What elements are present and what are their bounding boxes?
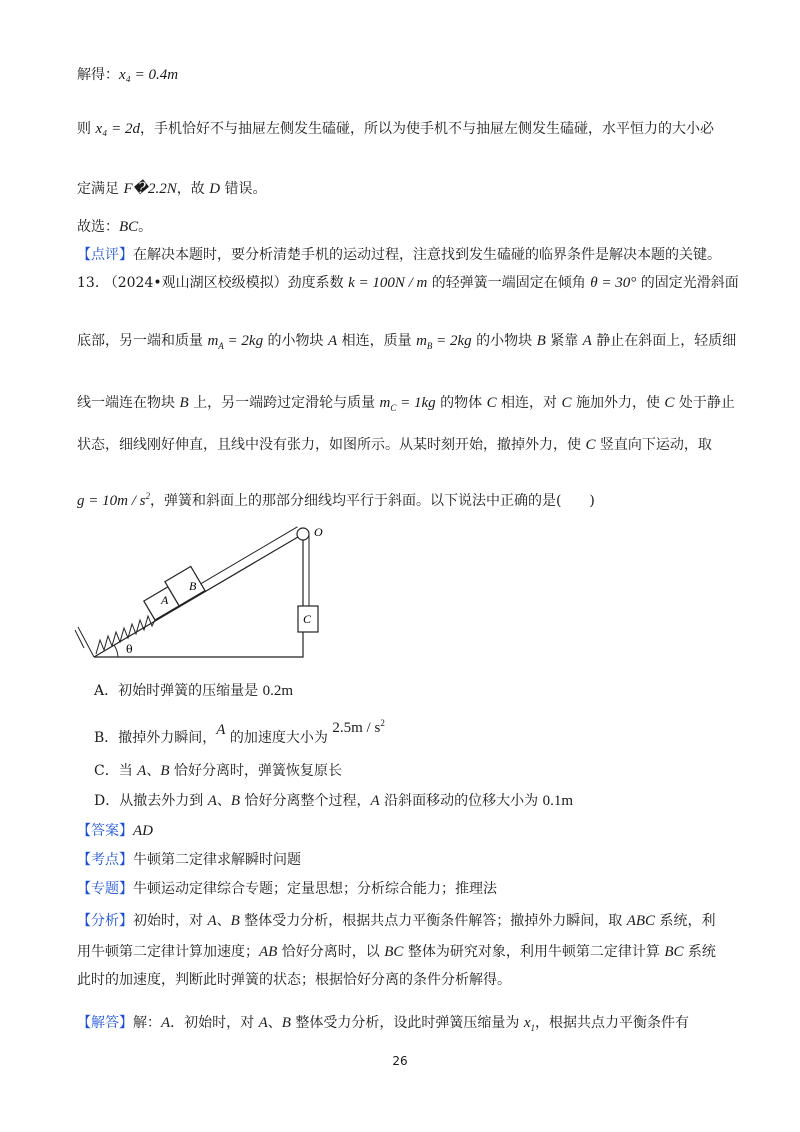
text: 的物体 [435,395,487,411]
label-theta: θ [126,643,133,656]
math: B [536,333,546,349]
text: 、 [216,793,231,809]
math: A [258,1015,268,1031]
text: 相连，对 [496,395,562,411]
question-line-2 [77,330,736,351]
question-line-1 [77,272,739,292]
text: ，手机恰好不与抽屉左侧发生磕碰，所以为使手机不与抽屉左侧发生磕碰，水平恒力的大小必 [139,121,714,137]
text: ．初始时，对 [170,1015,259,1031]
solution-line-d [77,118,714,138]
math: C [664,395,675,411]
text: 处于静止 [674,395,735,411]
question-line-5 [77,490,595,510]
text: 、 [267,1015,282,1031]
fenxi-line-3 [77,969,511,989]
math: A [582,333,592,349]
math: ABC [626,913,656,929]
math: θ = 30° [590,275,637,291]
text: A．初始时弹簧的压缩量是 [94,683,263,699]
question-number: 13. [77,275,100,291]
math: B [160,763,170,779]
text: 的轻弹簧一端固定在倾角 [427,275,591,291]
incline-figure [74,522,344,662]
angle-arc [114,645,118,657]
math: B [230,913,240,929]
text: 解： [133,1015,161,1031]
text: 上，另一端跨过定滑轮与质量 [188,395,380,411]
text: 、 [216,913,231,929]
text: 定满足 [77,181,124,197]
page-number: 26 [392,1054,408,1068]
math: BC [664,944,684,960]
fenxi-line-1 [77,910,716,930]
math: A [216,722,226,738]
math: x₄ = 2d [95,121,140,137]
math: B [179,395,189,411]
text: 沿斜面移动的位移大小为 [379,793,543,809]
math: $m_B = 2kg$ [416,333,472,351]
math: $2.5m / s^2$ [332,718,385,736]
pulley [297,528,309,540]
math: A [327,333,338,349]
math: $m_A = 2kg$ [207,333,264,351]
text: 此时的加速度，判断此时弹簧的状态；根据恰好分离的条件分析解得。 [77,972,511,988]
answer-line [77,820,153,840]
text: 整体为研究对象，利用牛顿第二定律计算 [403,944,665,960]
answer-blank: ( ) [555,493,595,509]
text: 状态，细线刚好伸直，且线中没有张力，如图所示。从某时刻开始，撤掉外力，使 [77,437,586,453]
choice-line [77,216,152,236]
text: 牛顿运动定律综合专题；定量思想；分析综合能力；推理法 [133,881,497,897]
math: x₄ = 0.4m [119,67,179,83]
text: 用牛顿第二定律计算加速度； [77,944,259,960]
kaodian-tag: 【考点】 [77,852,133,868]
text: 、 [146,763,161,779]
text: 静止在斜面上，轻质细 [591,333,737,349]
fenxi-line-2 [77,941,716,961]
label-b: B [189,579,197,593]
text: B．撤掉外力瞬间， [94,730,217,746]
math: BC [384,944,404,960]
text: 整体受力分析，设此时弹簧压缩量为 [290,1015,524,1031]
label-c: C [303,612,312,626]
math: A [370,793,380,809]
text: ，故 [176,181,210,197]
text: 初始时，对 [133,913,208,929]
text: 解得： [77,67,119,83]
answer-tag: 【答案】 [77,823,133,839]
math: B [230,793,241,809]
text: 系统，利 [655,913,716,929]
text: 整体受力分析，根据共点力平衡条件解答；撤掉外力瞬间，取 [239,913,627,929]
wall-hatch [75,627,94,657]
text: C．当 [94,763,138,779]
math: A [161,1015,171,1031]
option-d [94,790,573,810]
text: 相连，质量 [337,333,417,349]
comment-line [77,244,721,264]
question-line-4 [77,434,712,454]
text: 故选： [77,219,119,235]
zhuanti-line [77,878,497,898]
text: ，根据共点力平衡条件有 [535,1015,690,1031]
label-o: O [314,525,323,539]
text: 的小物块 [471,333,537,349]
math: A [207,913,217,929]
text: ，弹簧和斜面上的那部分细线均平行于斜面。以下说法中正确的是 [149,493,556,509]
text: 的固定光滑斜面 [636,275,739,291]
text: 系统 [683,944,716,960]
math: 0.1m [542,793,573,809]
text: 恰好分离时，以 [277,944,385,960]
kaodian-line [77,849,301,869]
math: B [281,1015,291,1031]
text: 则 [77,121,96,137]
text: 劲度系数 [287,275,349,291]
math: BC [119,219,139,235]
question-line-3 [77,392,735,413]
solution-line-f [77,178,267,198]
text: 在解决本题时，要分析清楚手机的运动过程，注意找到发生磕碰的临界条件是解决本题的关键。 [133,247,721,263]
math: A [137,763,147,779]
text: 恰好分离时，弹簧恢复原长 [169,763,342,779]
string-slope [201,527,298,584]
text: 紧靠 [545,333,583,349]
text: 线一端连在物块 [77,395,180,411]
math: C [486,395,497,411]
text: 牛顿第二定律求解瞬时问题 [133,852,301,868]
math: C [585,437,596,453]
fenxi-tag: 【分析】 [77,913,133,929]
math: $g = 10m / s^2$ [77,491,150,509]
text: 施加外力，使 [571,395,665,411]
text: 竖直向下运动，取 [595,437,712,453]
math: AB [259,944,278,960]
option-c [94,760,342,780]
math: 0.2m [262,683,293,699]
incline-slope [94,534,303,657]
math: $x_1$ [523,1015,536,1033]
label-a: A [161,593,169,607]
option-a [94,680,293,700]
math: A [207,793,217,809]
solution-line-x4 [77,64,178,84]
text: 的加速度大小为 [225,730,333,746]
text: 错误。 [220,181,267,197]
question-source: （2024•观山湖区校级模拟） [103,275,288,291]
math: C [561,395,572,411]
jieda-line [77,1012,689,1033]
math: $m_C = 1kg$ [379,395,436,413]
text: 。 [138,219,153,235]
math: F�2.2N [123,181,177,197]
jieda-tag: 【解答】 [77,1015,133,1031]
option-b [94,718,385,747]
text: D．从撤去外力到 [94,793,208,809]
text: 恰好分离整个过程， [240,793,371,809]
comment-tag: 【点评】 [77,247,133,263]
text: 的小物块 [263,333,328,349]
math: k = 100N / m [348,275,428,291]
math: D [209,181,221,197]
text: 底部，另一端和质量 [77,333,208,349]
zhuanti-tag: 【专题】 [77,881,133,897]
answer-value: AD [133,823,153,839]
